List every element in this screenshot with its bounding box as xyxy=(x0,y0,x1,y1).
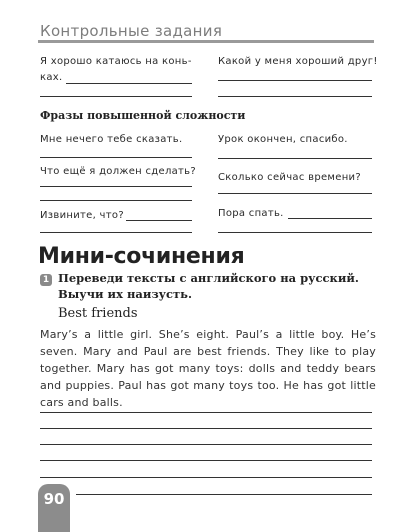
answer-line[interactable] xyxy=(218,232,372,233)
writing-line[interactable] xyxy=(40,477,372,478)
answer-line[interactable] xyxy=(40,157,192,158)
answer-line[interactable] xyxy=(218,80,372,81)
phrase-right-1: Какой у меня хороший друг! xyxy=(218,56,378,67)
story-title: Best friends xyxy=(58,306,138,321)
subheading: Фразы повышенной сложности xyxy=(40,109,246,122)
page-number: 90 xyxy=(43,490,65,508)
phrase-right-3: Сколько сейчас времени? xyxy=(218,172,361,183)
phrase-left-3: Что ещё я должен сделать? xyxy=(40,166,196,177)
writing-line[interactable] xyxy=(40,460,372,461)
answer-line[interactable] xyxy=(288,218,372,219)
writing-line[interactable] xyxy=(76,494,372,495)
phrase-left-1: Я хорошо катаюсь на конь- xyxy=(40,56,192,67)
task-number-badge: 1 xyxy=(40,274,52,286)
phrase-left-2: Мне нечего тебе сказать. xyxy=(40,134,183,145)
answer-line[interactable] xyxy=(66,83,192,84)
writing-line[interactable] xyxy=(40,428,372,429)
phrase-right-2: Урок окончен, спасибо. xyxy=(218,134,348,145)
answer-line[interactable] xyxy=(40,200,192,201)
page-header-title: Контрольные задания xyxy=(40,22,223,40)
task-instruction: Переведи тексты с английского на русский. Выучи их наизусть. xyxy=(58,271,359,301)
phrase-right-4: Пора спать. xyxy=(218,208,284,219)
story-text: Mary’s a little girl. She’s eight. Paul’s a little boy. He’s seven. Mary and Paul are best friends. They like to play together. Mary has got many toys: dolls and teddy bears and puppies. Paul has got many toys too. He has got little cars and balls. xyxy=(40,328,376,409)
writing-line[interactable] xyxy=(40,412,372,413)
answer-line[interactable] xyxy=(40,96,192,97)
answer-line[interactable] xyxy=(40,186,192,187)
writing-line[interactable] xyxy=(40,444,372,445)
answer-line[interactable] xyxy=(218,96,372,97)
answer-line[interactable] xyxy=(40,232,192,233)
phrase-left-1-cont: ках. xyxy=(40,72,63,83)
phrase-left-4: Извините, что? xyxy=(40,210,124,221)
answer-line[interactable] xyxy=(218,193,372,194)
answer-line[interactable] xyxy=(218,158,372,159)
section-title: Мини-сочинения xyxy=(38,244,245,269)
header-divider xyxy=(38,40,374,43)
answer-line[interactable] xyxy=(126,220,192,221)
